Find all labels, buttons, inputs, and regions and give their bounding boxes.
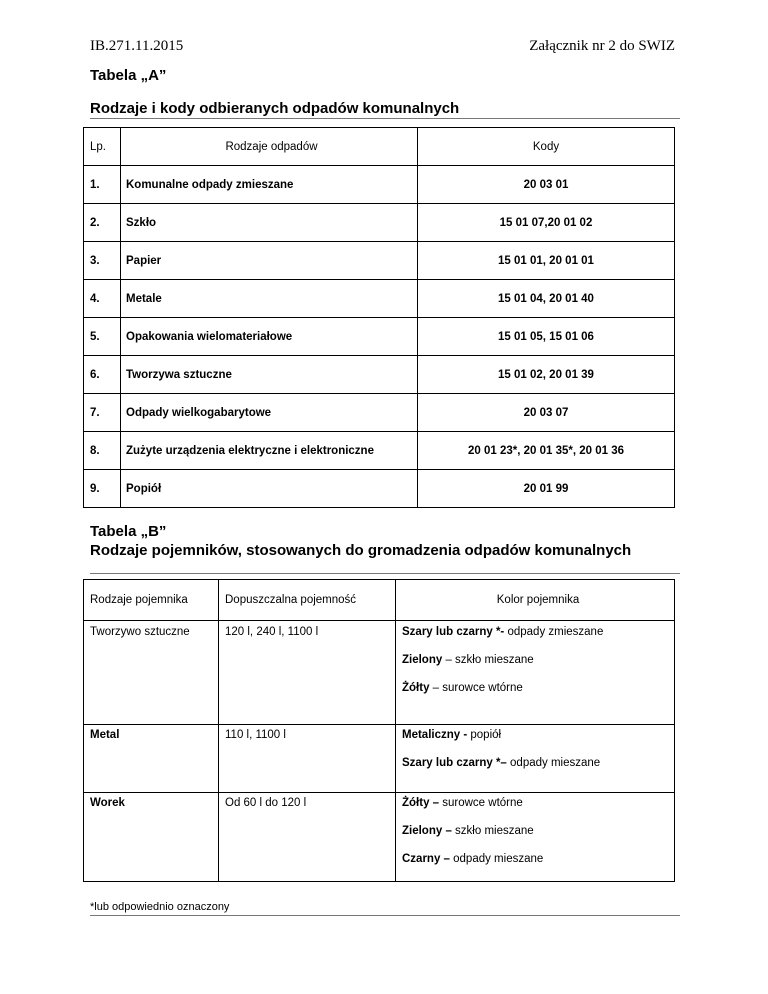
table-row [84,621,675,725]
row-waste-type: Zużyte urządzenia elektryczne i elektroniczne [121,432,418,470]
row-container-type [84,725,219,793]
row-lp: 7. [84,394,121,432]
row-waste-type: Komunalne odpady zmieszane [121,166,418,204]
row-waste-type: Papier [121,242,418,280]
color-entry [402,853,674,865]
row-capacity: 110 l, 1100 l [219,725,396,793]
row-waste-type: Opakowania wielomateriałowe [121,318,418,356]
row-lp: 8. [84,432,121,470]
header-waste-type: Rodzaje odpadów [121,128,418,166]
color-label: Żółty – [402,797,440,809]
footnote: *lub odpowiednio oznaczony [90,901,230,913]
table-b-title: Tabela „B” [90,523,167,540]
color-description: szkło mieszane [451,825,534,837]
table-b-heading [90,522,631,560]
table-row [84,793,675,882]
color-label: Żółty [402,682,430,694]
color-label: Zielony [402,654,443,666]
row-waste-type: Odpady wielkogabarytowe [121,394,418,432]
container-type-label: Worek [90,797,125,809]
row-waste-type: Metale [121,280,418,318]
containers-table [83,579,675,882]
row-colors [396,621,675,725]
row-lp: 6. [84,356,121,394]
color-label: Zielony – [402,825,452,837]
divider [90,573,680,574]
color-description: – szkło mieszane [442,654,534,666]
attachment-label: Załącznik nr 2 do SWIZ [529,38,675,54]
table-row [84,432,675,470]
color-label: Szary lub czarny *– [402,757,507,769]
table-row [84,470,675,508]
row-lp: 1. [84,166,121,204]
table-row [84,318,675,356]
color-description: surowce wtórne [439,797,523,809]
table-header-row [84,580,675,621]
table-row [84,356,675,394]
row-capacity: Od 60 l do 120 l [219,793,396,882]
header-container-type: Rodzaje pojemnika [84,580,219,621]
color-description: odpady mieszane [506,757,601,769]
color-entry [402,626,674,638]
color-description: – surowce wtórne [429,682,523,694]
table-row [84,166,675,204]
row-container-type: Tworzywo sztuczne [84,621,219,725]
table-row [84,242,675,280]
row-codes: 20 01 23*, 20 01 35*, 20 01 36 [418,432,675,470]
divider [90,915,680,916]
row-colors [396,793,675,882]
waste-codes-table [83,127,675,508]
color-label: Szary lub czarny *- [402,626,505,638]
container-type-label: Metal [90,729,120,741]
row-lp: 9. [84,470,121,508]
row-lp: 2. [84,204,121,242]
row-codes: 15 01 01, 20 01 01 [418,242,675,280]
color-label: Czarny – [402,853,450,865]
row-lp: 4. [84,280,121,318]
header-codes: Kody [418,128,675,166]
row-lp: 5. [84,318,121,356]
row-capacity: 120 l, 240 l, 1100 l [219,621,396,725]
table-a-subtitle: Rodzaje i kody odbieranych odpadów komunalnych [90,100,460,117]
color-description: popiół [467,729,502,741]
color-entry [402,729,674,741]
row-codes: 15 01 02, 20 01 39 [418,356,675,394]
row-codes: 15 01 04, 20 01 40 [418,280,675,318]
row-colors [396,725,675,793]
row-codes: 15 01 07,20 01 02 [418,204,675,242]
row-waste-type: Szkło [121,204,418,242]
row-codes: 20 03 01 [418,166,675,204]
divider [90,118,680,119]
color-description: odpady mieszane [449,853,544,865]
table-a-title: Tabela „A” [90,67,167,84]
header-capacity: Dopuszczalna pojemność [219,580,396,621]
color-entry [402,797,674,809]
table-row [84,280,675,318]
color-entry [402,757,674,769]
table-b-subtitle: Rodzaje pojemników, stosowanych do gromadzenia odpadów komunalnych [90,542,632,559]
color-label: Metaliczny - [402,729,468,741]
table-header-row [84,128,675,166]
table-row [84,204,675,242]
row-codes: 20 01 99 [418,470,675,508]
header-lp: Lp. [84,128,121,166]
row-waste-type: Popiół [121,470,418,508]
color-entry [402,682,674,694]
row-codes: 20 03 07 [418,394,675,432]
color-entry [402,654,674,666]
row-lp: 3. [84,242,121,280]
row-codes: 15 01 05, 15 01 06 [418,318,675,356]
row-waste-type: Tworzywa sztuczne [121,356,418,394]
color-description: odpady zmieszane [504,626,604,638]
document-reference: IB.271.11.2015 [90,38,184,54]
color-entry [402,825,674,837]
row-container-type [84,793,219,882]
header-color: Kolor pojemnika [396,580,675,621]
table-row [84,725,675,793]
table-row [84,394,675,432]
